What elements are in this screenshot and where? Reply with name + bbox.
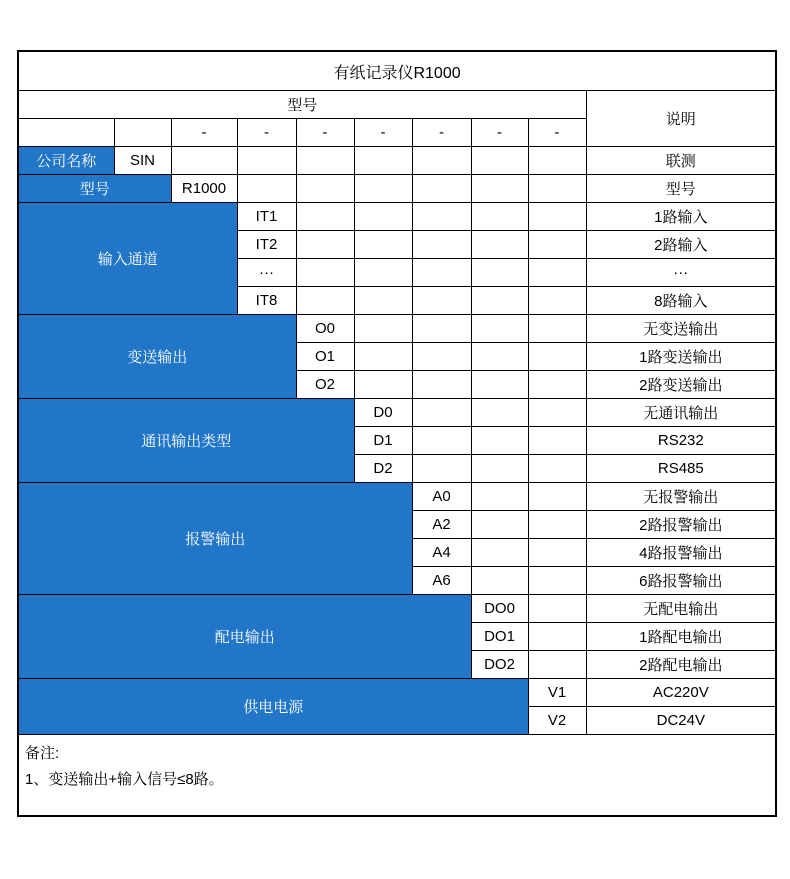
empty-cell xyxy=(296,231,354,259)
desc-cell: 联测 xyxy=(586,147,776,175)
empty-cell xyxy=(354,231,412,259)
desc-cell: 无通讯输出 xyxy=(586,399,776,427)
empty-cell xyxy=(412,315,471,343)
empty-cell xyxy=(412,287,471,315)
table-row xyxy=(18,679,776,707)
empty-cell xyxy=(354,287,412,315)
empty-cell xyxy=(354,175,412,203)
empty-cell xyxy=(471,539,528,567)
dash-cell: - xyxy=(412,119,471,147)
empty-cell xyxy=(354,147,412,175)
empty-cell xyxy=(412,343,471,371)
empty-cell xyxy=(528,175,586,203)
empty-cell xyxy=(296,175,354,203)
dash-cell: - xyxy=(354,119,412,147)
empty-cell xyxy=(171,147,237,175)
empty-cell xyxy=(237,175,296,203)
desc-cell: RS232 xyxy=(586,427,776,455)
code-cell: DO0 xyxy=(471,595,528,623)
empty-cell xyxy=(354,203,412,231)
empty-cell xyxy=(471,455,528,483)
desc-cell: RS485 xyxy=(586,455,776,483)
code-cell: SIN xyxy=(114,147,171,175)
section-label-comm-output-type: 通讯输出类型 xyxy=(18,399,354,483)
code-cell: DO2 xyxy=(471,651,528,679)
empty-cell xyxy=(296,203,354,231)
empty-cell xyxy=(471,231,528,259)
section-label-distribution-output: 配电输出 xyxy=(18,595,471,679)
empty-cell xyxy=(471,427,528,455)
empty-cell xyxy=(412,371,471,399)
empty-cell xyxy=(528,511,586,539)
code-cell: IT2 xyxy=(237,231,296,259)
empty-cell xyxy=(528,567,586,595)
empty-cell xyxy=(471,259,528,287)
note-cell xyxy=(18,735,776,817)
code-cell: D0 xyxy=(354,399,412,427)
desc-cell: 2路报警输出 xyxy=(586,511,776,539)
code-cell: V2 xyxy=(528,707,586,735)
empty-cell xyxy=(354,259,412,287)
empty-cell xyxy=(528,595,586,623)
empty-cell xyxy=(412,259,471,287)
code-cell: V1 xyxy=(528,679,586,707)
desc-cell: ··· xyxy=(586,259,776,287)
dash-cell: - xyxy=(471,119,528,147)
section-label-power-supply: 供电电源 xyxy=(18,679,528,735)
empty-cell xyxy=(18,119,114,147)
empty-cell xyxy=(471,343,528,371)
desc-cell: 型号 xyxy=(586,175,776,203)
empty-cell xyxy=(354,315,412,343)
empty-cell xyxy=(528,203,586,231)
desc-cell: 1路输入 xyxy=(586,203,776,231)
note-heading: 备注: xyxy=(25,745,60,762)
empty-cell xyxy=(528,483,586,511)
section-label-model: 型号 xyxy=(18,175,171,203)
code-cell: D2 xyxy=(354,455,412,483)
empty-cell xyxy=(354,343,412,371)
section-label-transmit-output: 变送输出 xyxy=(18,315,296,399)
table-row xyxy=(18,399,776,427)
empty-cell xyxy=(471,287,528,315)
section-label-alarm-output: 报警输出 xyxy=(18,483,412,595)
table-row xyxy=(18,147,776,175)
code-cell: IT1 xyxy=(237,203,296,231)
code-cell: R1000 xyxy=(171,175,237,203)
dash-cell: - xyxy=(171,119,237,147)
empty-cell xyxy=(237,147,296,175)
code-cell: O1 xyxy=(296,343,354,371)
section-label-company: 公司名称 xyxy=(18,147,114,175)
empty-cell xyxy=(114,119,171,147)
desc-cell: 6路报警输出 xyxy=(586,567,776,595)
empty-cell xyxy=(412,175,471,203)
empty-cell xyxy=(528,343,586,371)
code-cell: DO1 xyxy=(471,623,528,651)
code-cell: A2 xyxy=(412,511,471,539)
note-line: 1、变送输出+输入信号≤8路。 xyxy=(25,771,224,788)
empty-cell xyxy=(296,259,354,287)
code-cell: A4 xyxy=(412,539,471,567)
empty-cell xyxy=(296,287,354,315)
empty-cell xyxy=(471,203,528,231)
desc-cell: 无报警输出 xyxy=(586,483,776,511)
model-header: 型号 xyxy=(18,91,586,119)
empty-cell xyxy=(471,175,528,203)
table-row xyxy=(18,483,776,511)
desc-cell: 1路变送输出 xyxy=(586,343,776,371)
code-cell: O2 xyxy=(296,371,354,399)
code-cell: A6 xyxy=(412,567,471,595)
code-cell: ··· xyxy=(237,259,296,287)
empty-cell xyxy=(528,455,586,483)
empty-cell xyxy=(528,651,586,679)
table-row xyxy=(18,175,776,203)
empty-cell xyxy=(412,231,471,259)
code-cell: O0 xyxy=(296,315,354,343)
empty-cell xyxy=(354,371,412,399)
empty-cell xyxy=(412,399,471,427)
desc-cell: DC24V xyxy=(586,707,776,735)
description-header: 说明 xyxy=(586,91,776,147)
empty-cell xyxy=(471,399,528,427)
empty-cell xyxy=(528,539,586,567)
empty-cell xyxy=(296,147,354,175)
desc-cell: 8路输入 xyxy=(586,287,776,315)
empty-cell xyxy=(528,371,586,399)
desc-cell: 2路输入 xyxy=(586,231,776,259)
empty-cell xyxy=(528,231,586,259)
desc-cell: 2路配电输出 xyxy=(586,651,776,679)
desc-cell: 4路报警输出 xyxy=(586,539,776,567)
empty-cell xyxy=(528,315,586,343)
empty-cell xyxy=(528,259,586,287)
desc-cell: 1路配电输出 xyxy=(586,623,776,651)
empty-cell xyxy=(412,147,471,175)
empty-cell xyxy=(412,203,471,231)
dash-cell: - xyxy=(237,119,296,147)
code-cell: A0 xyxy=(412,483,471,511)
empty-cell xyxy=(471,147,528,175)
desc-cell: 无变送输出 xyxy=(586,315,776,343)
table-row xyxy=(18,315,776,343)
empty-cell xyxy=(412,427,471,455)
code-cell: D1 xyxy=(354,427,412,455)
empty-cell xyxy=(528,147,586,175)
empty-cell xyxy=(471,371,528,399)
table-row xyxy=(18,203,776,231)
empty-cell xyxy=(471,567,528,595)
dash-cell: - xyxy=(528,119,586,147)
desc-cell: AC220V xyxy=(586,679,776,707)
empty-cell xyxy=(471,315,528,343)
table-row xyxy=(18,595,776,623)
desc-cell: 2路变送输出 xyxy=(586,371,776,399)
table-title: 有纸记录仪R1000 xyxy=(18,51,776,91)
desc-cell: 无配电输出 xyxy=(586,595,776,623)
product-spec-table xyxy=(17,50,777,817)
empty-cell xyxy=(471,511,528,539)
empty-cell xyxy=(528,623,586,651)
empty-cell xyxy=(528,399,586,427)
section-label-input-channels: 输入通道 xyxy=(18,203,237,315)
dash-cell: - xyxy=(296,119,354,147)
empty-cell xyxy=(528,427,586,455)
empty-cell xyxy=(528,287,586,315)
code-cell: IT8 xyxy=(237,287,296,315)
empty-cell xyxy=(412,455,471,483)
empty-cell xyxy=(471,483,528,511)
